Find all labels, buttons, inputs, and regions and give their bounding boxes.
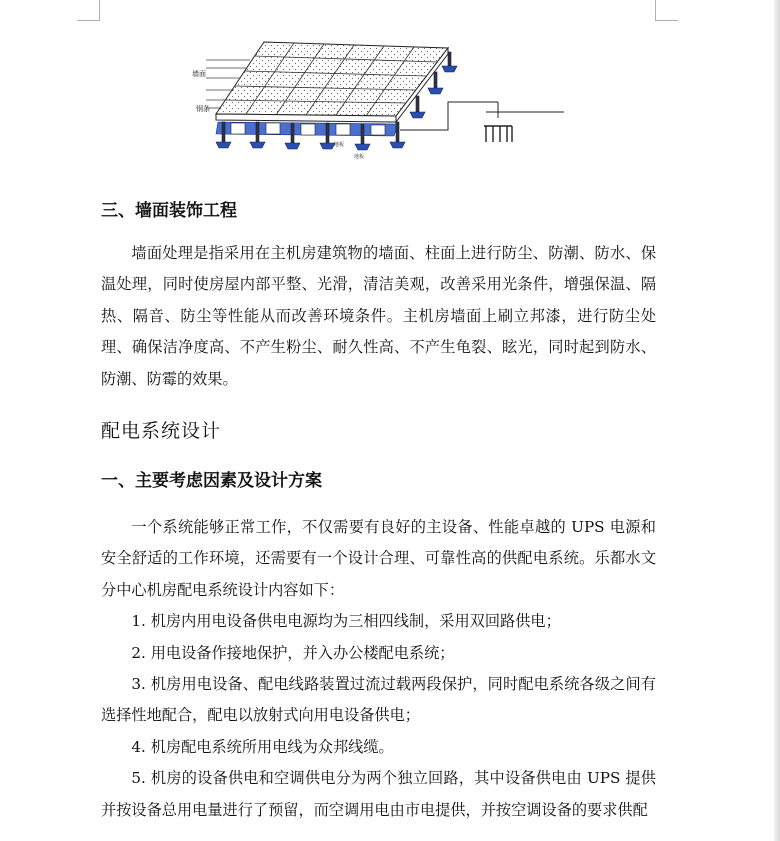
floor-panel-edge [216,114,396,122]
list-item: 4. 机房配电系统所用电线为众邦线缆。 [131,737,394,756]
crop-mark-top-right [655,0,678,21]
diagram-label-beam: 钢条 [196,105,210,113]
paragraph-wall-treatment: 墙面处理是指采用在主机房建筑物的墙面、柱面上进行防尘、防潮、防水、保温处理，同时使房屋内部平整、光滑，清洁美观，改善采用光条件，增强保温、隔热、隔音、防尘等性能从而改善环境条件。主机房墙面上刷立邦漆，进行防尘处理、确保洁净度高、不产生粉尘、耐久性高、不产生龟裂、眩光，同时起到防水、防潮、防霉的效果。 [101,244,656,388]
list-item: 1. 机房内用电设备供电电源均为三相四线制，采用双回路供电； [131,612,561,631]
list-item: 3. 机房用电设备、配电线路装置过流过载两段保护，同时配电系统各级之间有选择性地配合，配电以放射式向用电设备供电； [101,675,656,725]
chapter-title-power: 配电系统设计 [101,420,222,443]
raised-floor-diagram [186,38,566,163]
ground-symbol-icon [484,126,512,142]
document-body [101,196,656,826]
paragraph-power-intro: 一个系统能够正常工作，不仅需要有良好的主设备、性能卓越的 UPS 电源和安全舒适的工作环境，还需要有一个设计合理、可靠性高的供配电系统。乐都水文分中心机房配电系统设计内容如下： [101,518,656,599]
diagram-label-floor-a: 地板 [334,142,345,148]
page-edge-shadow [774,0,780,841]
section-heading-factors: 一、主要考虑因素及设计方案 [101,471,322,492]
section-heading-wall: 三、墙面装饰工程 [101,201,237,221]
floor-panel-grid [216,42,448,116]
grounding-wire [400,102,564,130]
list-item: 5. 机房的设备供电和空调供电分为两个独立回路，其中设备供电由 UPS 提供并按设备总用电量进行了预留，而空调用电由市电提供，并按空调设备的要求供配 [101,769,656,819]
diagram-label-wall: 墙面 [192,70,206,78]
list-item: 2. 用电设备作接地保护，并入办公楼配电系统； [131,643,455,662]
diagram-label-floor-b: 地板 [354,154,365,160]
crop-mark-top-left [77,0,100,21]
